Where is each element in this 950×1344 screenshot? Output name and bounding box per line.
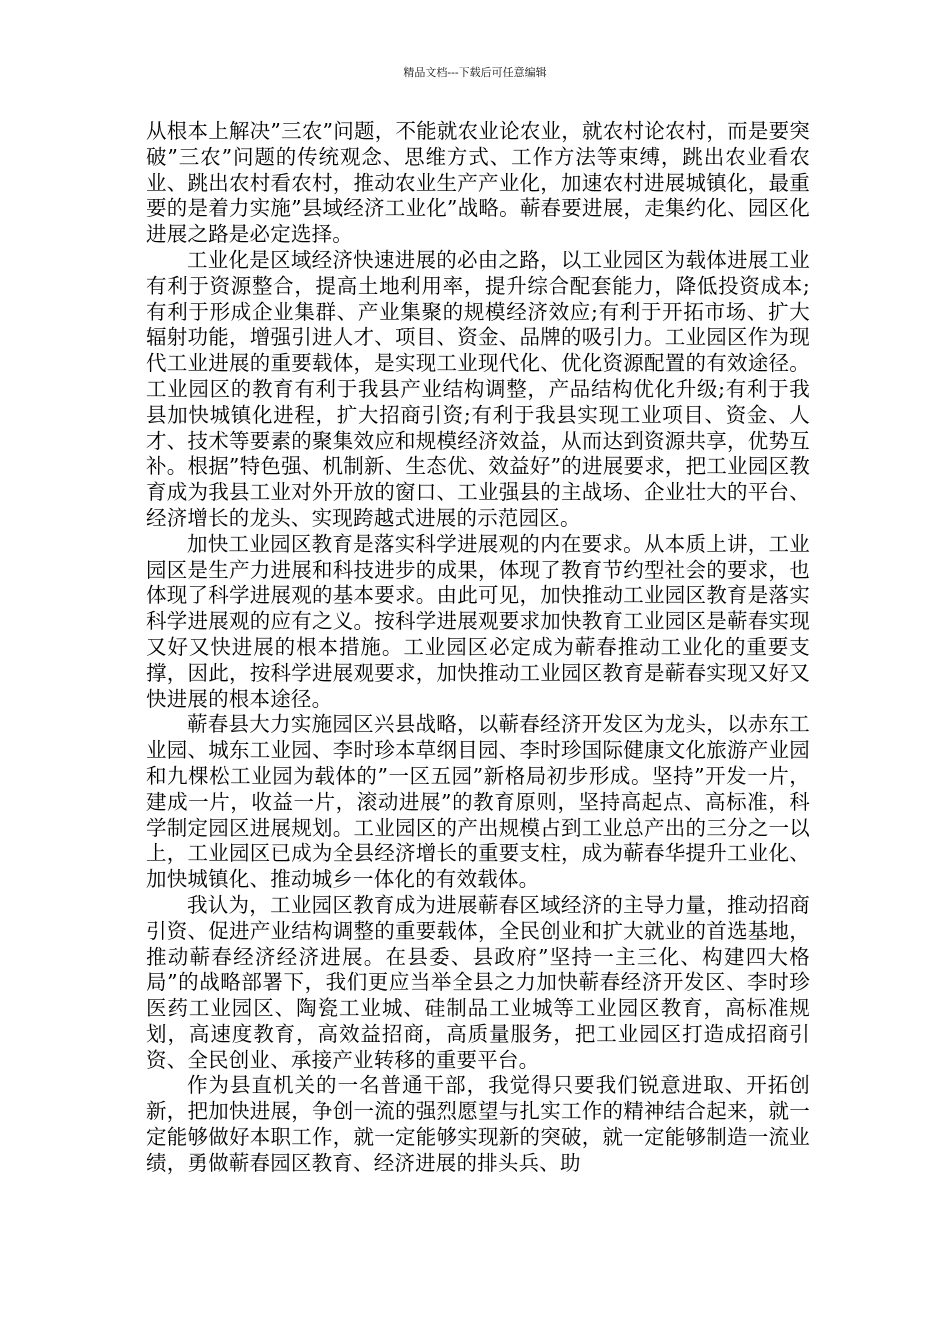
document-body [146,119,810,1177]
paragraph: 我认为，工业园区教育成为进展蕲春区域经济的主导力量，推动招商引资、促进产业结构调整的重要载体，全民创业和扩大就业的首选基地，推动蕲春经济经济进展。在县委、县政府”坚持一主三化、构建四大格局”的战略部署下，我们更应当举全县之力加快蕲春经济开发区、李时珍医药工业园区、陶瓷工业城、硅制品工业城等工业园区教育，高标准规划，高速度教育，高效益招商，高质量服务，把工业园区打造成招商引资、全民创业、承接产业转移的重要平台。 [146,892,810,1072]
paragraph: 加快工业园区教育是落实科学进展观的内在要求。从本质上讲，工业园区是生产力进展和科技进步的成果，体现了教育节约型社会的要求，也体现了科学进展观的基本要求。由此可见，加快推动工业园区教育是落实科学进展观的应有之义。按科学进展观要求加快教育工业园区是蕲春实现又好又快进展的根本措施。工业园区必定成为蕲春推动工业化的重要支撑，因此，按科学进展观要求，加快推动工业园区教育是蕲春实现又好又快进展的根本途径。 [146,531,810,711]
paragraph: 工业化是区域经济快速进展的必由之路，以工业园区为载体进展工业有利于资源整合，提高土地利用率，提升综合配套能力，降低投资成本;有利于形成企业集群、产业集聚的规模经济效应;有利于开拓市场、扩大辐射功能，增强引进人才、项目、资金、品牌的吸引力。工业园区作为现代工业进展的重要载体，是实现工业现代化、优化资源配置的有效途径。工业园区的教育有利于我县产业结构调整，产品结构优化升级;有利于我县加快城镇化进程，扩大招商引资;有利于我县实现工业项目、资金、人才、技术等要素的聚集效应和规模经济效益，从而达到资源共享，优势互补。根据”特色强、机制新、生态优、效益好”的进展要求，把工业园区教育成为我县工业对外开放的窗口、工业强县的主战场、企业壮大的平台、经济增长的龙头、实现跨越式进展的示范园区。 [146,247,810,530]
paragraph: 作为县直机关的一名普通干部，我觉得只要我们锐意进取、开拓创新，把加快进展，争创一流的强烈愿望与扎实工作的精神结合起来，就一定能够做好本职工作，就一定能够实现新的突破，就一定能够制造一流业绩，勇做蕲春园区教育、经济进展的排头兵、助 [146,1073,810,1175]
page-header: 精品文档---下载后可任意编辑 [403,66,547,79]
paragraph: 从根本上解决”三农”问题，不能就农业论农业，就农村论农村，而是要突破”三农”问题的传统观念、思维方式、工作方法等束缚，跳出农业看农业、跳出农村看农村，推动农业生产产业化，加速农村进展城镇化，最重要的是着力实施”县域经济工业化”战略。蕲春要进展，走集约化、园区化进展之路是必定选择。 [146,119,810,247]
paragraph: 蕲春县大力实施园区兴县战略，以蕲春经济开发区为龙头，以赤东工业园、城东工业园、李时珍本草纲目园、李时珍国际健康文化旅游产业园和九棵松工业园为载体的”一区五园”新格局初步形成。坚持”开发一片，建成一片，收益一片，滚动进展”的教育原则，坚持高起点、高标准，科学制定园区进展规划。工业园区的产出规模占到工业总产出的三分之一以上，工业园区已成为全县经济增长的重要支柱，成为蕲春华提升工业化、加快城镇化、推动城乡一体化的有效载体。 [146,712,810,892]
